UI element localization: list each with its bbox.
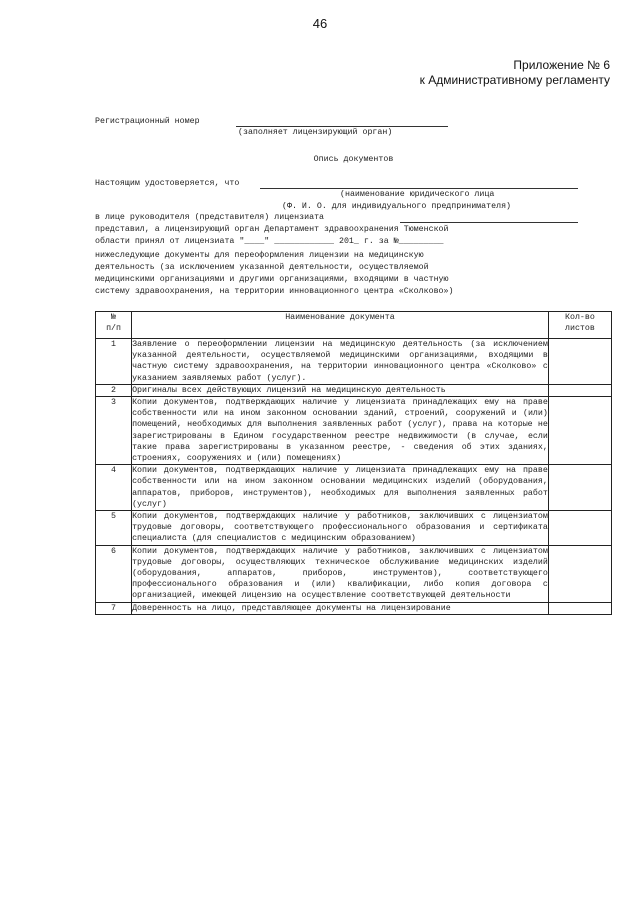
- table-header-row: [96, 312, 612, 339]
- row-number: 1: [96, 339, 132, 385]
- certify-line-3: в лице руководителя (представителя) лицензиата: [95, 213, 325, 222]
- row-document-name: [132, 545, 549, 602]
- row-document-name: [132, 511, 549, 546]
- row-text: Заявление о переоформлении лицензии на медицинскую деятельность (за исключением указанной деятельности, осуществляемой медицинскими организациями, входящими в частную систему здравоохранения, на территории инновационного центра «Сколково» с указанием заявляемых работ (услуг).: [132, 340, 548, 383]
- certify-note-2: (Ф. И. О. для индивидуального предпринимателя): [282, 202, 512, 211]
- row-document-name: [132, 602, 549, 614]
- representative-blank: [400, 222, 578, 223]
- row-document-name: [132, 339, 549, 385]
- registration-note: (заполняет лицензирующий орган): [238, 128, 393, 137]
- certify-line-1: Настоящим удостоверяется, что: [95, 179, 240, 188]
- row-sheet-count[interactable]: [548, 545, 611, 602]
- certify-line-4: представил, а лицензирующий орган Департамент здравоохранения Тюменской: [95, 225, 449, 234]
- row-text: Копии документов, подтверждающих наличие у лицензиата принадлежащих ему на праве собственности или на ином законном основании медицинских изделий (оборудования, аппаратов, приборов, инструментов), необходимых для выполнения заявленных работ (услуг): [132, 466, 548, 509]
- table-row: [96, 545, 612, 602]
- row-text: Доверенность на лицо, представляющее документы на лицензирование: [132, 603, 451, 613]
- row-number: 4: [96, 465, 132, 511]
- row-document-name: [132, 384, 549, 396]
- registration-label: Регистрационный номер: [95, 117, 200, 126]
- certify-line-9: систему здравоохранения, на территории инновационного центра «Сколково»): [95, 287, 454, 296]
- row-text: Копии документов, подтверждающих наличие у работников, заключивших с лицензиатом трудовые договоры, осуществляющих техническое обслуживание медицинских изделий (оборудования, аппаратов, приборов, инструментов), соответствующего профессионального образования и (или) квалификации, либо копия договора с организацией, имеющей лицензию на осуществление соответствующей деятельности: [132, 546, 548, 601]
- certify-line-8: медицинскими организациями и другими организациями, входящими в частную: [95, 275, 449, 284]
- certify-line-7: деятельность (за исключением указанной деятельности, осуществляемой: [95, 263, 429, 272]
- row-sheet-count[interactable]: [548, 511, 611, 546]
- row-sheet-count[interactable]: [548, 339, 611, 385]
- header-count-line-1: Кол-во: [564, 313, 595, 322]
- certify-note-1: (наименование юридического лица: [340, 190, 495, 199]
- row-sheet-count[interactable]: [548, 465, 611, 511]
- appendix-line-1: Приложение № 6: [513, 58, 610, 72]
- header-sheet-count: [548, 312, 611, 339]
- row-number: 3: [96, 397, 132, 465]
- table-row: [96, 602, 612, 614]
- documents-table: [95, 311, 612, 615]
- row-sheet-count[interactable]: [548, 602, 611, 614]
- row-text: Копии документов, подтверждающих наличие у лицензиата принадлежащих ему на праве собственности или на ином законном основании зданий, строений, сооружений и (или) помещений, необходимых для выполнения заявленных работ (услуг), права на которые не зарегистрированы в Едином государственном реестре недвижимости (в случае, если такие права зарегистрированы в указанном реестре, - сведения об этих зданиях, строениях, сооружениях и (или) помещениях): [132, 398, 548, 464]
- row-number: 6: [96, 545, 132, 602]
- row-document-name: [132, 465, 549, 511]
- header-document-name: Наименование документа: [132, 312, 549, 339]
- licensee-name-blank: [260, 188, 578, 189]
- row-number: 7: [96, 602, 132, 614]
- registration-number-blank: [236, 126, 448, 127]
- appendix-line-2: к Административному регламенту: [419, 73, 610, 87]
- page-number: 46: [312, 16, 328, 31]
- header-number-line-1: №: [111, 313, 117, 322]
- row-number: 5: [96, 511, 132, 546]
- appendix-heading: [420, 58, 610, 88]
- document-title: Опись документов: [313, 155, 394, 164]
- header-number-line-2: п/п: [106, 324, 121, 334]
- row-sheet-count[interactable]: [548, 397, 611, 465]
- certify-line-5: области принял от лицензиата "____" ____________ 201_ г. за №_________: [95, 237, 444, 246]
- table-row: [96, 384, 612, 396]
- table-row: [96, 339, 612, 385]
- row-text: Копии документов, подтверждающих наличие у работников, заключивших с лицензиатом трудовые договоры, соответствующего профессионального образования и сертификата специалиста (для специалистов с медицинским образованием): [132, 512, 548, 544]
- table-row: [96, 397, 612, 465]
- table-row: [96, 511, 612, 546]
- row-number: 2: [96, 384, 132, 396]
- row-document-name: [132, 397, 549, 465]
- row-sheet-count[interactable]: [548, 384, 611, 396]
- certify-line-6: нижеследующие документы для переоформления лицензии на медицинскую: [95, 251, 424, 260]
- row-text: Оригиналы всех действующих лицензий на медицинскую деятельность: [132, 385, 446, 395]
- table-row: [96, 465, 612, 511]
- header-number: [96, 312, 132, 339]
- header-count-line-2: листов: [564, 324, 595, 334]
